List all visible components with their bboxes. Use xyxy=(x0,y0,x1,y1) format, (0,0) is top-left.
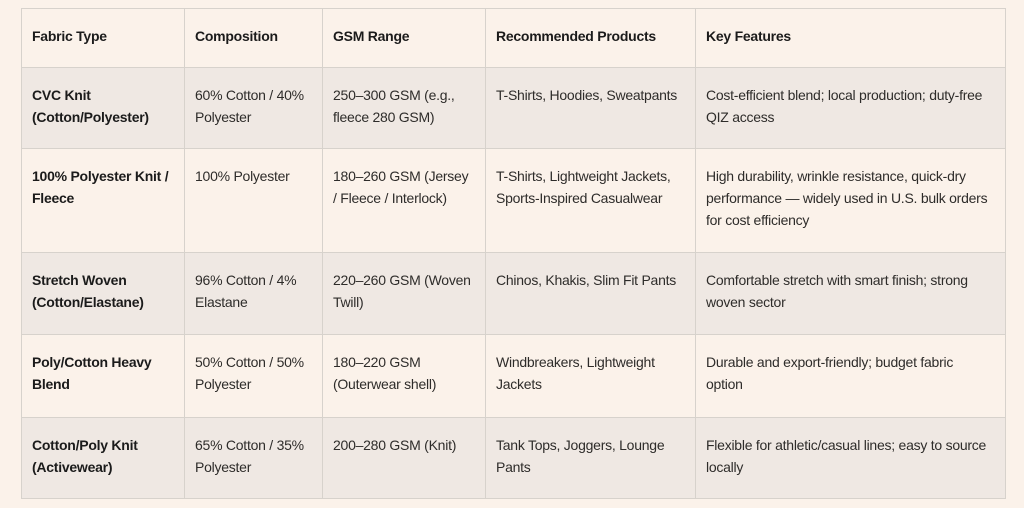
table-row xyxy=(22,149,1006,253)
cell-recommended-products: Windbreakers, Lightweight Jackets xyxy=(486,335,696,418)
cell-recommended-products: Chinos, Khakis, Slim Fit Pants xyxy=(486,253,696,335)
column-header-composition: Composition xyxy=(185,9,323,68)
table-row xyxy=(22,335,1006,418)
cell-gsm-range: 250–300 GSM (e.g., fleece 280 GSM) xyxy=(323,68,486,149)
cell-key-features: Cost-efficient blend; local production; duty-free QIZ access xyxy=(696,68,1006,149)
cell-gsm-range: 180–260 GSM (Jersey / Fleece / Interlock) xyxy=(323,149,486,253)
cell-fabric-type: CVC Knit (Cotton/Polyester) xyxy=(22,68,185,149)
cell-gsm-range: 180–220 GSM (Outerwear shell) xyxy=(323,335,486,418)
cell-key-features: Durable and export-friendly; budget fabric option xyxy=(696,335,1006,418)
cell-recommended-products: Tank Tops, Joggers, Lounge Pants xyxy=(486,418,696,499)
table-row xyxy=(22,68,1006,149)
fabric-comparison-table xyxy=(21,8,1006,499)
header-row xyxy=(22,9,1006,68)
cell-composition: 60% Cotton / 40% Polyester xyxy=(185,68,323,149)
cell-fabric-type: 100% Polyester Knit / Fleece xyxy=(22,149,185,253)
cell-key-features: Flexible for athletic/casual lines; easy to source locally xyxy=(696,418,1006,499)
cell-key-features: Comfortable stretch with smart finish; strong woven sector xyxy=(696,253,1006,335)
cell-recommended-products: T-Shirts, Hoodies, Sweatpants xyxy=(486,68,696,149)
column-header-recommended-products: Recommended Products xyxy=(486,9,696,68)
cell-gsm-range: 220–260 GSM (Woven Twill) xyxy=(323,253,486,335)
cell-gsm-range: 200–280 GSM (Knit) xyxy=(323,418,486,499)
column-header-fabric-type: Fabric Type xyxy=(22,9,185,68)
cell-composition: 50% Cotton / 50% Polyester xyxy=(185,335,323,418)
column-header-key-features: Key Features xyxy=(696,9,1006,68)
cell-key-features: High durability, wrinkle resistance, quick-dry performance — widely used in U.S. bulk orders for cost efficiency xyxy=(696,149,1006,253)
cell-composition: 100% Polyester xyxy=(185,149,323,253)
table-row xyxy=(22,253,1006,335)
cell-fabric-type: Poly/Cotton Heavy Blend xyxy=(22,335,185,418)
table-row xyxy=(22,418,1006,499)
cell-recommended-products: T-Shirts, Lightweight Jackets, Sports-Inspired Casualwear xyxy=(486,149,696,253)
cell-fabric-type: Stretch Woven (Cotton/Elastane) xyxy=(22,253,185,335)
column-header-gsm-range: GSM Range xyxy=(323,9,486,68)
cell-composition: 65% Cotton / 35% Polyester xyxy=(185,418,323,499)
cell-fabric-type: Cotton/Poly Knit (Activewear) xyxy=(22,418,185,499)
cell-composition: 96% Cotton / 4% Elastane xyxy=(185,253,323,335)
